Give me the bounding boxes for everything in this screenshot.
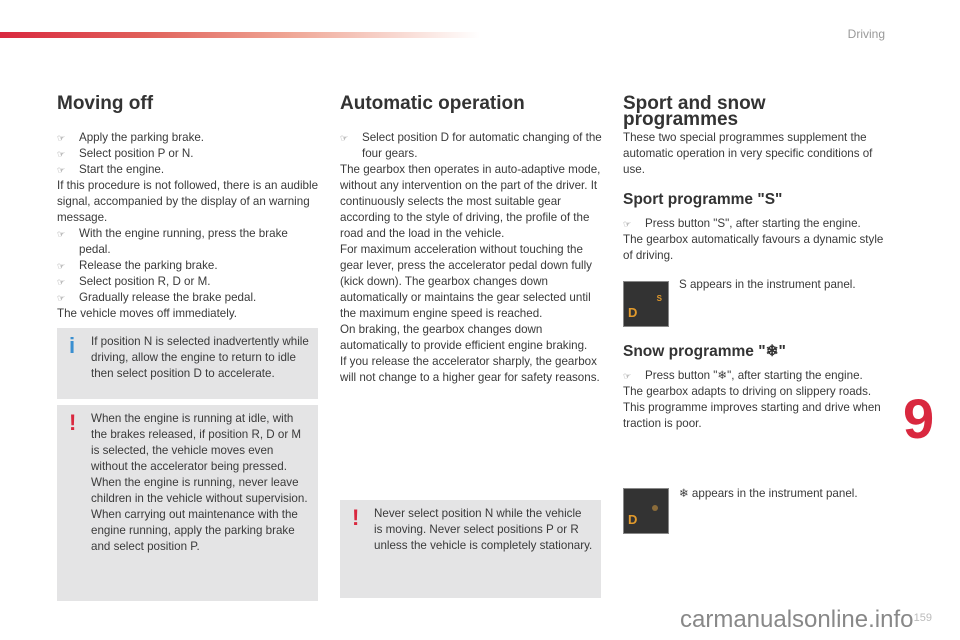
snowflake-icon [652,505,658,511]
warning-box-2 [340,500,601,598]
moving-off-title: Moving off [57,93,154,114]
intro-text: These two special programmes supplement the automatic operation in very specific conditions of use. [623,131,873,176]
paragraph: The gearbox then operates in auto-adaptive mode, without any intervention on the part of the driver. It continuously selects the most suitable gear according to the style of driving, the profile of the road and the load in the vehicle. [340,163,601,240]
paragraph: If you release the accelerator sharply, the gearbox will not change to a higher gear for safety reasons. [340,355,600,384]
automatic-operation-body [340,130,602,386]
watermark: carmanualsonline.info [680,606,914,633]
snow-text: The gearbox adapts to driving on slippery roads. [623,385,872,398]
gear-d: D [628,512,638,527]
warning-text: When the engine is running at idle, with the brakes released, if position R, D or M is selected, the vehicle moves even without the accelerator being pressed. When the engine is running, never leave children in the vehicle without supervision. When carrying out maintenance with the engine running, apply the parking brake and select position P. [91,412,308,553]
page-number: 159 [913,612,932,624]
bullet-item: ☞ Select position D for automatic changing of the four gears. [340,130,602,162]
automatic-operation-column [340,93,602,386]
sport-text: The gearbox automatically favours a dynamic style of driving. [623,233,884,262]
snow-section [623,344,885,432]
paragraph: For maximum acceleration without touching the gear lever, press the accelerator pedal down fully (kick down). The gearbox changes down automatically or maintains the gear selected until the maximum engine speed is reached. [340,243,592,320]
info-icon: i [69,333,76,358]
gear-d: D [628,305,638,320]
bullet-item: ☞ Select position R, D or M. [57,274,319,290]
warning-icon: ! [352,505,360,530]
bullet-item: ☞ Gradually release the brake pedal. [57,290,319,306]
automatic-operation-title: Automatic operation [340,93,525,114]
sport-snow-column [623,93,885,264]
section-title: Driving [847,27,885,41]
moving-off-body [57,130,319,322]
snow-panel-text: ❄ appears in the instrument panel. [679,487,858,500]
warning-icon: ! [69,410,77,435]
sport-panel-text: S appears in the instrument panel. [679,278,856,291]
chapter-number: 9 [903,387,935,450]
paragraph: If this procedure is not followed, there is an audible signal, accompanied by the display of an warning message. [57,179,319,224]
bullet-item: ☞ Apply the parking brake. [57,130,319,146]
snow-instrument-panel [623,488,669,534]
sport-snow-title: Sport and snow programmes [623,93,766,130]
paragraph: On braking, the gearbox changes down automatically to provide efficient engine braking. [340,323,588,352]
snow-title: Snow programme "❄" [623,343,786,360]
header-gradient-bar [0,32,480,38]
warning-text: Never select position N while the vehicle is moving. Never select positions P or R unless the vehicle is completely stationary. [374,507,593,552]
sport-title: Sport programme "S" [623,191,783,208]
paragraph: The vehicle moves off immediately. [57,307,237,320]
sport-indicator: S [656,294,662,303]
warning-box [57,405,318,601]
moving-off-column [57,93,319,322]
bullet-item: ☞ Select position P or N. [57,146,319,162]
bullet-item: ☞ Release the parking brake. [57,258,319,274]
sport-bullet: ☞ Press button "S", after starting the engine. [623,216,885,232]
info-text: If position N is selected inadvertently while driving, allow the engine to return to idle then select position D to accelerate. [91,335,309,380]
snow-text-2: This programme improves starting and drive when traction is poor. [623,401,881,430]
sport-instrument-panel [623,281,669,327]
info-box [57,328,318,399]
snow-bullet: ☞ Press button "❄", after starting the engine. [623,368,885,384]
bullet-item: ☞ Start the engine. [57,162,319,178]
bullet-item: ☞ With the engine running, press the brake pedal. [57,226,319,258]
